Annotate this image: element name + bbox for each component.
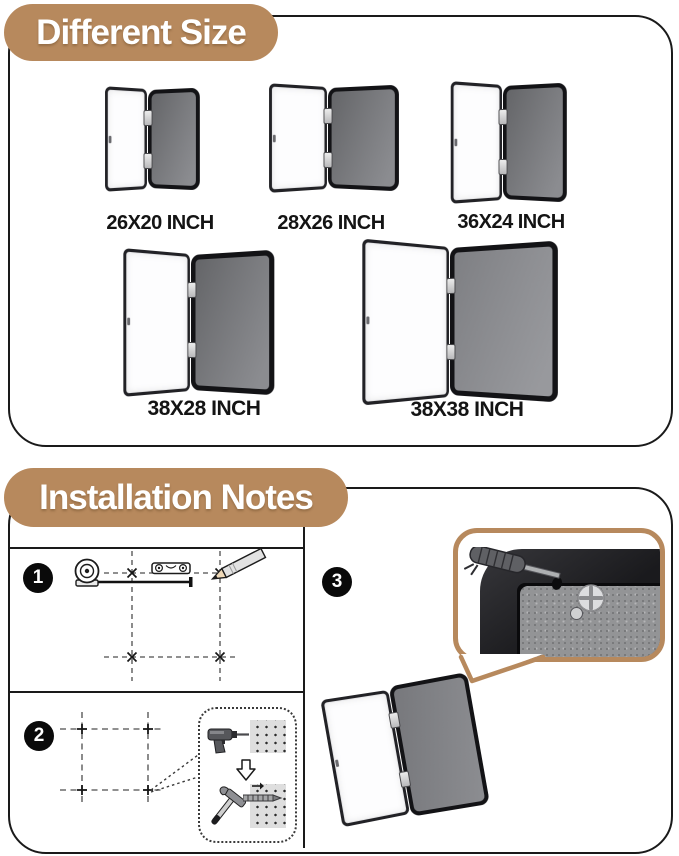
size-label-38x38: 38X38 INCH — [410, 398, 524, 421]
drill-icon — [206, 722, 252, 754]
steps-divider-top — [10, 547, 304, 549]
washer-icon — [570, 607, 583, 620]
step-1-badge: 1 — [23, 563, 53, 593]
hinge-icon — [323, 109, 332, 125]
board-felt-surface — [191, 249, 275, 395]
steps-divider-vertical — [303, 489, 305, 848]
wall-anchor-icon — [243, 793, 283, 803]
hinge-icon — [446, 344, 455, 360]
different-size-title: Different Size — [4, 4, 278, 61]
size-label-36x24: 36X24 INCH — [457, 211, 565, 233]
hinge-icon — [499, 109, 508, 125]
wall-anchor-screw-icon — [464, 547, 564, 589]
hinge-icon — [323, 153, 332, 169]
installation-notes-title: Installation Notes — [4, 468, 348, 527]
hinge-icon — [499, 159, 508, 175]
hammer-icon — [204, 785, 246, 831]
right-arrow-icon — [251, 781, 265, 791]
step-2-callout — [198, 707, 297, 843]
lock-icon — [109, 136, 112, 143]
board-door — [105, 86, 147, 191]
board-door — [362, 239, 449, 405]
board-door — [451, 81, 502, 204]
board-felt-surface — [148, 88, 200, 191]
step-3-callout — [453, 528, 665, 662]
hinge-icon — [187, 342, 196, 358]
lock-icon — [366, 317, 369, 325]
hinge-icon — [187, 282, 196, 298]
lock-icon — [454, 139, 457, 146]
board-felt-surface — [328, 85, 399, 191]
bulletin-board-38x38 — [355, 244, 559, 400]
size-label-28x26: 28X26 INCH — [277, 212, 385, 234]
step-3-badge: 3 — [322, 567, 352, 597]
steps-divider-middle — [10, 691, 304, 693]
hinge-icon — [388, 712, 401, 730]
lock-icon — [127, 318, 130, 326]
hinge-icon — [143, 153, 152, 169]
hinge-icon — [446, 278, 455, 294]
wall-patch — [250, 720, 286, 753]
lock-icon — [335, 759, 339, 767]
size-label-38x28: 38X28 INCH — [147, 397, 261, 420]
hinge-icon — [143, 110, 152, 126]
board-felt-surface — [503, 83, 567, 202]
board-door — [269, 83, 327, 192]
board-felt-surface — [450, 241, 558, 403]
bulletin-board-26x20 — [99, 88, 203, 190]
step-2-badge: 2 — [24, 721, 54, 751]
bulletin-board-installed — [320, 677, 487, 825]
bulletin-board-28x26 — [262, 86, 402, 190]
bulletin-board-38x28 — [116, 251, 277, 393]
lock-icon — [273, 135, 276, 142]
down-arrow-icon — [236, 759, 256, 781]
hinge-icon — [398, 770, 411, 787]
size-label-26x20: 26X20 INCH — [106, 212, 214, 234]
board-door — [123, 248, 189, 396]
bulletin-board-36x24 — [444, 83, 570, 202]
